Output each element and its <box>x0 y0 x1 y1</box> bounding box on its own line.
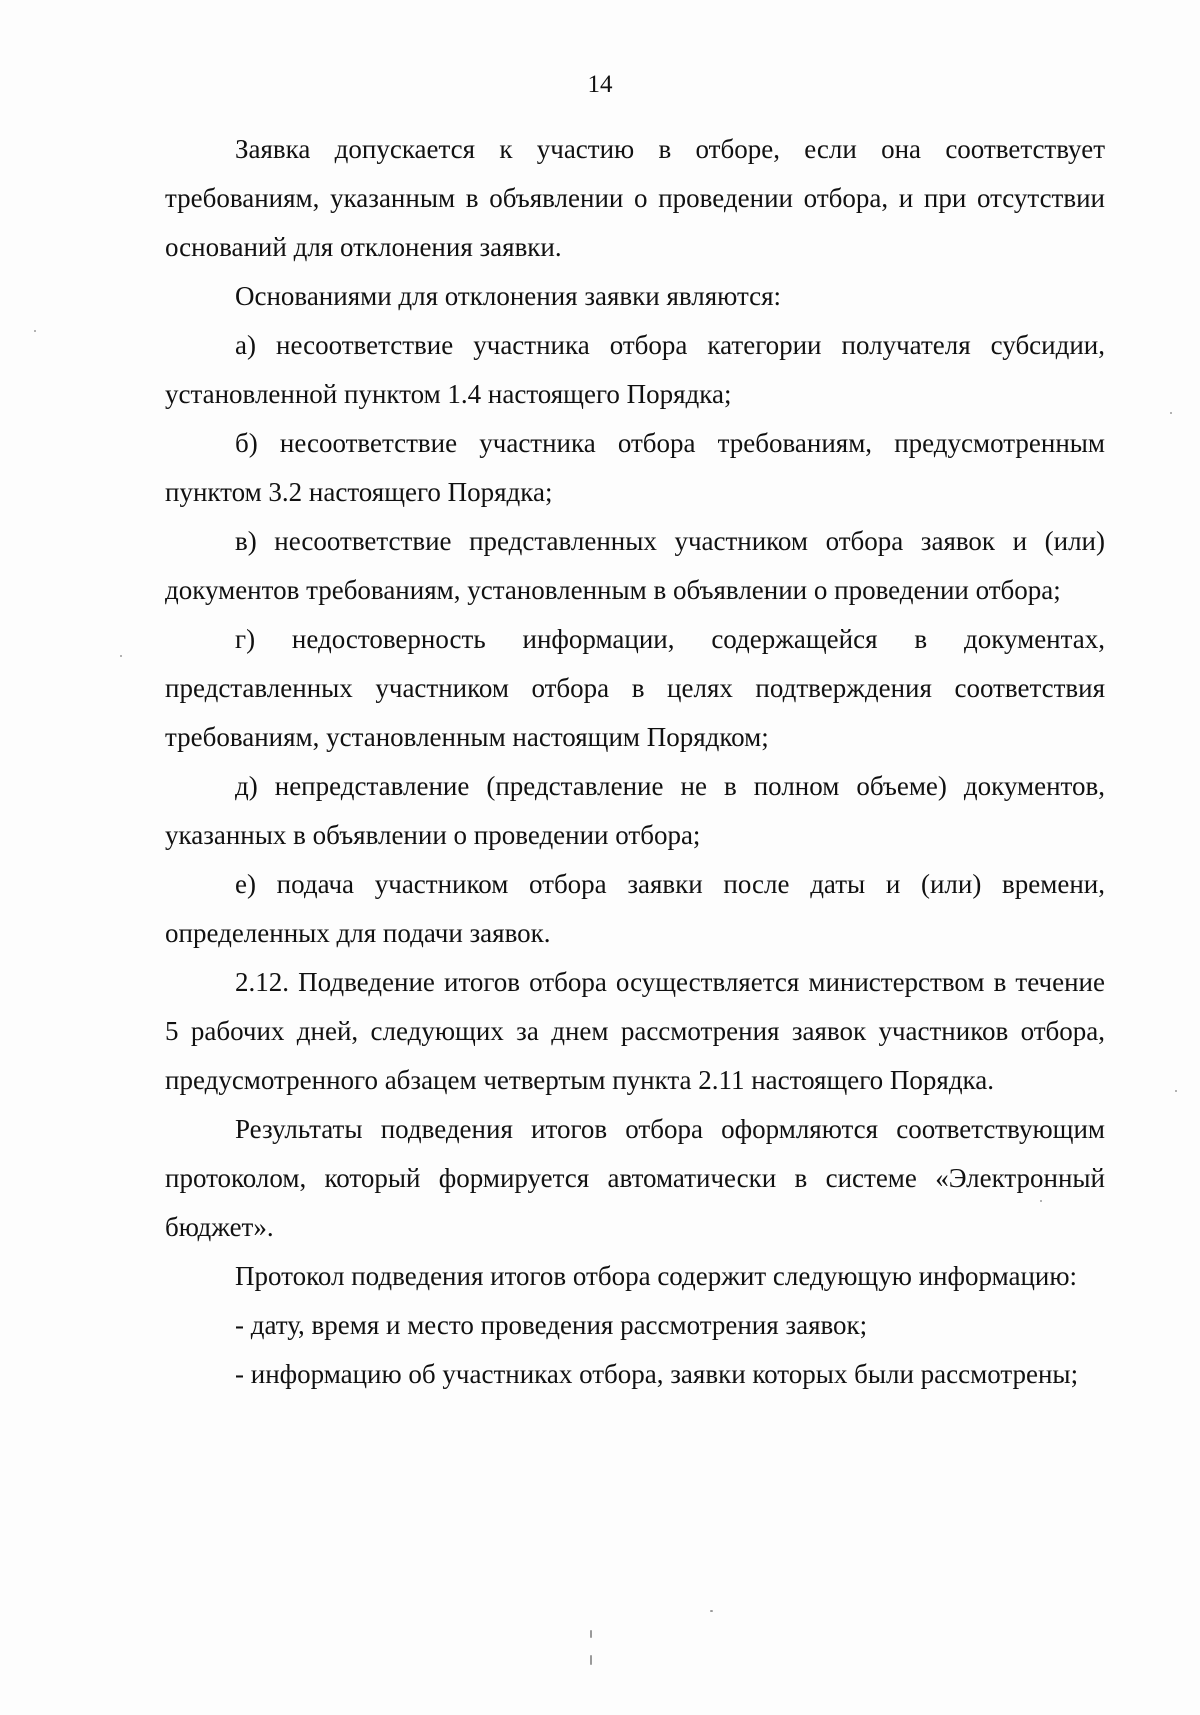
paragraph-rejection-grounds-heading: Основаниями для отклонения заявки являются: <box>235 281 782 311</box>
paragraph-ground-a: а) несоответствие участника отбора категории получателя субсидии, установленной пунктом 1.4 настоящего Порядка; <box>165 330 1105 409</box>
paragraph-ground-b: б) несоответствие участника отбора требованиям, предусмотренным пунктом 3.2 настоящего Порядка; <box>165 428 1105 507</box>
paragraph-section-2-12: 2.12. Подведение итогов отбора осуществляется министерством в течение 5 рабочих дней, следующих за днем рассмотрения заявок участников отбора, предусмотренного абзацем четвертым пункта 2.11 настоящего Порядка. <box>165 967 1105 1095</box>
list-item-participants-info: - информацию об участниках отбора, заявки которых были рассмотрены; <box>235 1359 1079 1389</box>
paragraph-results-protocol: Результаты подведения итогов отбора оформляются соответствующим протоколом, который формируется автоматически в системе «Электронный бюджет». <box>165 1114 1105 1242</box>
scan-speck <box>1170 412 1172 414</box>
paragraph-ground-e: е) подача участником отбора заявки после даты и (или) времени, определенных для подачи заявок. <box>165 869 1105 948</box>
scan-speck <box>1040 1200 1042 1202</box>
paragraph-ground-d: д) непредставление (представление не в полном объеме) документов, указанных в объявлении о проведении отбора; <box>165 771 1105 850</box>
scan-speck <box>1175 1090 1177 1092</box>
page-number: 14 <box>587 71 613 98</box>
paragraph-ground-v: в) несоответствие представленных участником отбора заявок и (или) документов требованиям, установленным в объявлении о проведении отбора; <box>165 526 1105 605</box>
list-item-date-time-place: - дату, время и место проведения рассмотрения заявок; <box>235 1310 868 1340</box>
document-body <box>165 125 1105 1399</box>
scan-speck <box>590 1655 592 1665</box>
scan-speck <box>120 655 122 657</box>
paragraph-ground-g: г) недостоверность информации, содержащейся в документах, представленных участником отбора в целях подтверждения соответствия требованиям, установленным настоящим Порядком; <box>165 624 1105 752</box>
scan-speck <box>590 1630 592 1638</box>
scan-speck <box>710 1610 713 1612</box>
paragraph-protocol-contents: Протокол подведения итогов отбора содержит следующую информацию: <box>235 1261 1078 1291</box>
paragraph-admission: Заявка допускается к участию в отборе, если она соответствует требованиям, указанным в объявлении о проведении отбора, и при отсутствии оснований для отклонения заявки. <box>165 134 1105 262</box>
scan-speck <box>34 330 36 332</box>
